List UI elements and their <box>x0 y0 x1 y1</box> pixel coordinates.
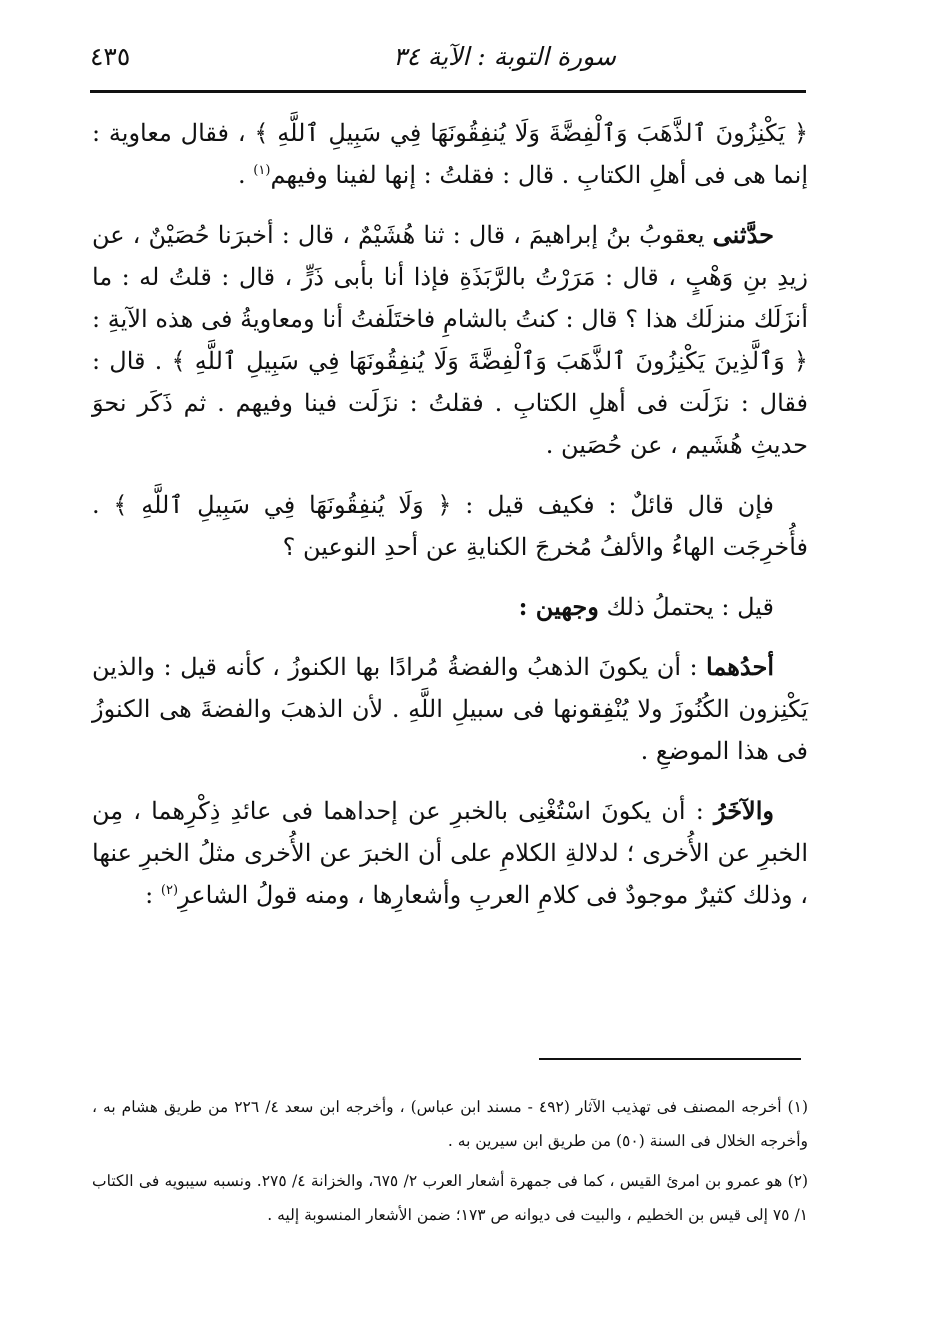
footnote-rule <box>539 1058 801 1060</box>
paragraph-5 <box>92 646 808 772</box>
paragraph-2-lead: حدَّثنى <box>712 220 774 249</box>
footnote-marker-1[interactable]: (١) <box>253 163 271 178</box>
paragraph-4 <box>92 586 808 628</box>
paragraph-3 <box>92 484 808 568</box>
paragraph-2-text: يعقوبُ بنُ إبراهيمَ ، قال : ثنا هُشَيْمٌ ، قال : أخبرَنا حُصَيْنٌ ، عن زيدِ بنِ وَهْبٍ ، قال : مَرَرْتُ بالرَّبَذَةِ فإذا أنا بأبى ذَرٍّ ، قال : قلتُ له : ما أنزَلَك منزلَك هذا ؟ قال : كنتُ بالشامِ فاختَلَفتُ أنا ومعاويةُ فى هذه الآيةِ : ﴿ وَٱلَّذِينَ يَكْنِزُونَ ٱلذَّهَبَ وَٱلْفِضَّةَ وَلَا يُنفِقُونَهَا فِي سَبِيلِ ٱللَّهِ ﴾ . قال : فقال : نزَلَت فى أهلِ الكتابِ . فقلتُ : نزَلَت فينا وفيهم . ثم ذَكَر نحوَ حديثِ هُشَيم ، عن حُصَين . <box>92 221 808 459</box>
paragraph-5-text: : أن يكونَ الذهبُ والفضةُ مُرادًا بها الكنوزُ ، كأنه قيل : والذين يَكْنِزون الكُنُوزَ ولا يُنْفِقونها فى سبيلِ اللَّهِ . لأن الذهبَ والفضةَ هى الكنوزُ فى هذا الموضعِ . <box>92 653 808 765</box>
running-title: سورة التوبة : الآية ٣٤ <box>392 42 616 71</box>
footnotes <box>92 1090 808 1238</box>
page-number: ٤٣٥ <box>90 42 131 71</box>
paragraph-1 <box>92 112 808 196</box>
footnote-2: (٢) هو عمرو بن امرئ القيس ، كما فى جمهرة أشعار العرب ٢/ ٦٧٥، والخزانة ٤/ ٢٧٥. ونسبه سيبويه فى الكتاب ١/ ٧٥ إلى قيس بن الخطيم ، والبيت فى ديوانه ص ١٧٣؛ ضمن الأشعار المنسوبة إليه . <box>92 1172 809 1224</box>
footnote-1: (١) أخرجه المصنف فى تهذيب الآثار (٤٩٢ - مسند ابن عباس) ، وأخرجه ابن سعد ٤/ ٢٢٦ من طريق هشام به ، وأخرجه الخلال فى السنة (٥٠) من طريق ابن سيرين به . <box>92 1098 808 1150</box>
paragraph-4-bold: وجهين : <box>518 592 599 621</box>
paragraph-6-lead: والآخَرُ <box>713 796 774 825</box>
paragraph-1-tail: . <box>238 161 254 189</box>
paragraph-6-tail: : <box>145 881 161 909</box>
paragraph-4-text: قيل : يحتملُ ذلك <box>598 593 774 621</box>
header-rule <box>90 90 806 93</box>
paragraph-1-text: ﴿ يَكْنِزُونَ ٱلذَّهَبَ وَٱلْفِضَّةَ وَلَا يُنفِقُونَهَا فِي سَبِيلِ ٱللَّهِ ﴾ ، فقال معاوية : إنما هى فى أهلِ الكتابِ . قال : فقلتُ : إنها لفينا وفيهم <box>92 119 808 189</box>
paragraph-2 <box>92 214 808 466</box>
page-header <box>90 36 806 84</box>
paragraph-6 <box>92 790 808 916</box>
paragraph-6-text: : أن يكونَ اسْتُغْنِى بالخبرِ عن إحداهما فى عائدِ ذِكْرِهما ، مِن الخبرِ عن الأُخرى ؛ لدلالةِ الكلامِ على أن الخبرَ عن الأُخرى مثلُ الخبرِ عنها ، وذلك كثيرٌ موجودٌ فى كلامِ العربِ وأشعارِها ، ومنه قولُ الشاعرِ <box>92 797 808 909</box>
paragraph-3-text: فإن قال قائلٌ : فكيف قيل : ﴿ وَلَا يُنفِقُونَهَا فِي سَبِيلِ ٱللَّهِ ﴾ . فأُخرِجَت الهاءُ والألفُ مُخرجَ الكنايةِ عن أحدِ النوعين ؟ <box>92 491 808 561</box>
main-text <box>92 112 808 934</box>
paragraph-5-lead: أحدُهما <box>706 652 774 681</box>
footnote-marker-2[interactable]: (٢) <box>160 883 179 898</box>
